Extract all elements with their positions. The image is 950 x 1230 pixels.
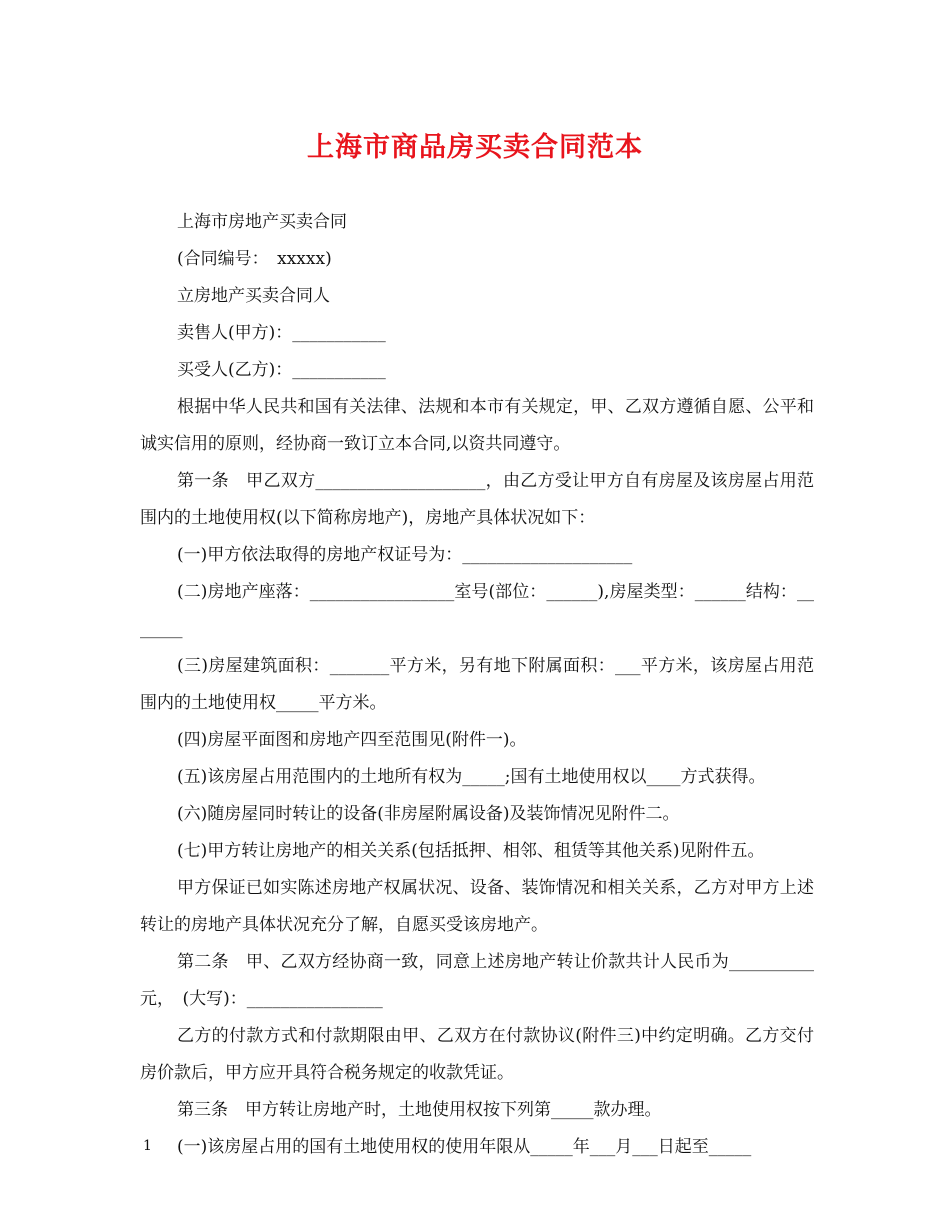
paragraph: (一)甲方依法取得的房地产权证号为：____________________ [177, 545, 633, 565]
page-number: 1 [143, 1138, 152, 1154]
paragraph: (三)房屋建筑面积：_______平方米，另有地下附属面积：___平方米，该房屋占用范围内的土地使用权_____平方米。 [140, 656, 814, 713]
paragraph: 买受人(乙方)：___________ [177, 360, 386, 380]
paragraph: (二)房地产座落：_________________室号(部位：______),房屋类型：______结构：_______ [140, 582, 814, 639]
paragraph: (一)该房屋占用的国有土地使用权的使用年限从_____年___月___日起至_____ [177, 1137, 752, 1157]
document-body [140, 204, 814, 1166]
paragraph: (四)房屋平面图和房地产四至范围见(附件一)。 [177, 730, 527, 750]
paragraph: (五)该房屋占用范围内的土地所有权为_____;国有土地使用权以____方式获得。 [177, 767, 766, 787]
document-title: 上海市商品房买卖合同范本 [307, 132, 643, 163]
paragraph: (六)随房屋同时转让的设备(非房屋附属设备)及装饰情况见附件二。 [177, 804, 680, 824]
paragraph: 根据中华人民共和国有关法律、法规和本市有关规定，甲、乙双方遵循自愿、公平和诚实信用的原则，经协商一致订立本合同,以资共同遵守。 [140, 397, 814, 454]
paragraph: 立房地产买卖合同人 [177, 286, 330, 306]
paragraph: 乙方的付款方式和付款期限由甲、乙双方在付款协议(附件三)中约定明确。乙方交付房价款后，甲方应开具符合税务规定的收款凭证。 [140, 1026, 814, 1083]
paragraph: 第三条 甲方转让房地产时，土地使用权按下列第_____款办理。 [177, 1100, 662, 1120]
paragraph: 第一条 甲乙双方____________________，由乙方受让甲方自有房屋及该房屋占用范围内的土地使用权(以下简称房地产)，房地产具体状况如下： [140, 471, 814, 528]
paragraph: 卖售人(甲方)：___________ [177, 323, 386, 343]
paragraph: 第二条 甲、乙双方经协商一致，同意上述房地产转让价款共计人民币为__________元， (大写)：________________ [140, 952, 814, 1009]
paragraph: 甲方保证已如实陈述房地产权属状况、设备、装饰情况和相关关系，乙方对甲方上述转让的房地产具体状况充分了解，自愿买受该房地产。 [140, 878, 814, 935]
paragraph: 上海市房地产买卖合同 [177, 212, 347, 232]
paragraph: (七)甲方转让房地产的相关关系(包括抵押、相邻、租赁等其他关系)见附件五。 [177, 841, 765, 861]
paragraph: (合同编号： xxxxx) [177, 249, 332, 269]
